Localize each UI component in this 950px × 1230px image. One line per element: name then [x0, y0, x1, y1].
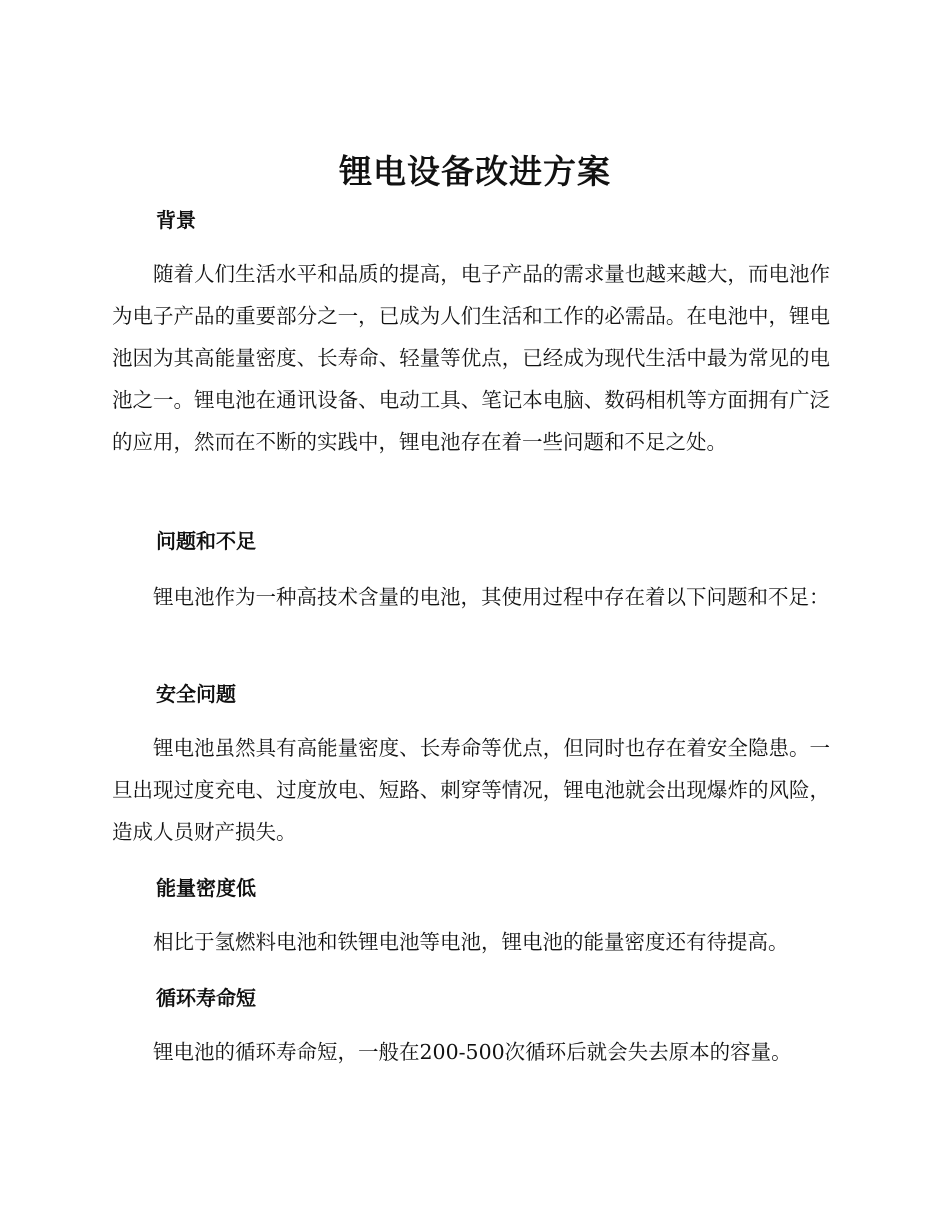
section-paragraph-cycle-life: 锂电池的循环寿命短，一般在200-500次循环后就会失去原本的容量。 [153, 1040, 792, 1064]
section-paragraph-problems: 锂电池作为一种高技术含量的电池，其使用过程中存在着以下问题和不足： [153, 585, 830, 609]
section-heading-problems: 问题和不足 [156, 529, 256, 553]
section-heading-background: 背景 [156, 208, 196, 232]
section-paragraph-safety: 锂电池虽然具有高能量密度、长寿命等优点，但同时也存在着安全隐患。一旦出现过度充电、过度放电、短路、刺穿等情况，锂电池就会出现爆炸的风险，造成人员财产损失。 [112, 736, 830, 844]
document-title: 锂电设备改进方案 [339, 152, 611, 191]
section-heading-cycle-life: 循环寿命短 [156, 986, 256, 1010]
section-heading-safety: 安全问题 [156, 682, 236, 706]
section-heading-energy-density: 能量密度低 [156, 876, 256, 900]
section-paragraph-energy-density: 相比于氢燃料电池和铁锂电池等电池，锂电池的能量密度还有待提高。 [153, 930, 789, 954]
section-paragraph-background: 随着人们生活水平和品质的提高，电子产品的需求量也越来越大，而电池作为电子产品的重要部分之一，已成为人们生活和工作的必需品。在电池中，锂电池因为其高能量密度、长寿命、轻量等优点，已经成为现代生活中最为常见的电池之一。锂电池在通讯设备、电动工具、笔记本电脑、数码相机等方面拥有广泛的应用，然而在不断的实践中，锂电池存在着一些问题和不足之处。 [112, 262, 830, 454]
